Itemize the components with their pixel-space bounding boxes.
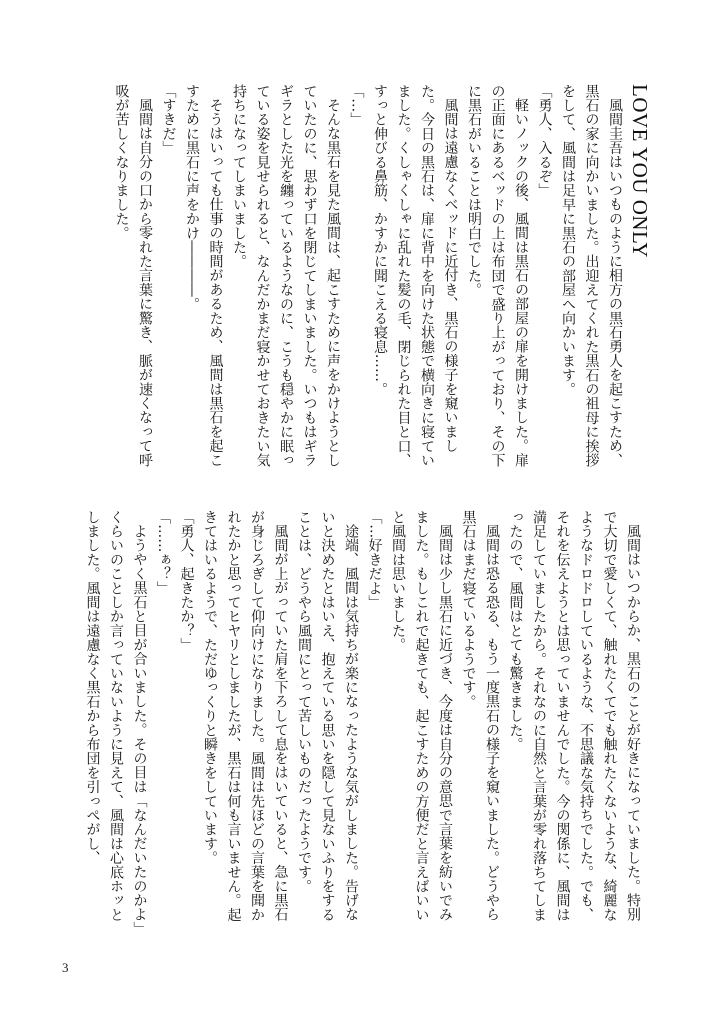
dialogue-line: 「…」 bbox=[348, 84, 365, 127]
dialogue-line: 「……ぁ？」 bbox=[155, 510, 171, 596]
dialogue-line: 「勇人、入るぞ」 bbox=[536, 84, 553, 198]
paragraph: 風間が上がっていた肩を下ろして息をはいていると、急に黒石が身じろぎして仰向けになりました。風間は先ほどの言葉を聞かれたかと思ってヒヤリとしましたが、黒石は何も言いません。起きてはいるようで、ただゆっくりと瞬きをしています。 bbox=[202, 510, 289, 922]
dialogue-line: 「勇人、起きたか？」 bbox=[178, 510, 195, 652]
lower-text-block bbox=[64, 510, 644, 930]
dialogue-line: 「…好きだよ」 bbox=[366, 510, 383, 610]
paragraph: 風間は少し黒石に近づき、今度は自分の意思で言葉を紡いでみました。もしこれで起きても、起こすための方便だと言えばいいと風間は思いました。 bbox=[390, 510, 453, 922]
paragraph: 途端、風間は気持ちが楽になったような気がしました。告げないと決めたとはいえ、抱えている思いを隠して見ないふりをすることは、どうやら風間にとって苦しいものだったようです。 bbox=[296, 510, 359, 922]
paragraph: 風間は恐る恐る、もう一度黒石の様子を窺いました。どうやら黒石はまだ寝ているようです。 bbox=[460, 510, 500, 922]
paragraph: 風間はいつからか、黒石のことが好きになっていました。特別で大切で愛しくて、触れたくてでも触れたくないような、綺麗なようなドロドロしているような、不思議な気持ちでした。でも、それを伝えようとは思っていませんでした。今の関係に、風間は満足していましたから。それなのに自然と言葉が零れ落ちてしまったので、風間はとても驚きました。 bbox=[507, 510, 641, 922]
paragraph: 風間圭吾はいつものように相方の黒石勇人を起こすため、黒石の家に向かいました。出迎えてくれた黒石の祖母に挨拶をして、風間は足早に黒石の部屋へ向かいます。 bbox=[560, 84, 623, 468]
paragraph: ようやく黒石と目が合いました。その目は「なんだいたのかよ」くらいのことしか言っていないように見えて、風間は心底ホッとしました。風間は遠慮なく黒石から布団を引っぺがし、 bbox=[84, 510, 148, 929]
paragraph: 風間は自分の口から零れた言葉に驚き、脈が速くなって呼吸が苦しくなりました。 bbox=[113, 84, 153, 468]
paragraph: 風間は遠慮なくベッドに近付き、黒石の様子を窺いました。今日の黒石は、扉に背中を向けた状態で横向きに寝ていました。くしゃくしゃに乱れた髪の毛、閉じられた目と口、すっと伸びる鼻筋、かすかに聞こえる寝息……。 bbox=[372, 84, 459, 468]
paragraph: そうはいっても仕事の時間があるため、風間は黒石を起こすために黒石に声をかけ――――。 bbox=[184, 84, 224, 468]
story-title: LOVE YOU ONLY bbox=[628, 84, 652, 258]
paragraph: 軽いノックの後、風間は黒石の部屋の扉を開けました。扉の正面にあるベッドの上は布団で盛り上がっており、その下に黒石がいることは明白でした。 bbox=[466, 84, 529, 468]
upper-text-block bbox=[64, 84, 654, 474]
page-number: 3 bbox=[62, 960, 69, 975]
dialogue-line: 「すきだ」 bbox=[160, 84, 177, 155]
paragraph: そんな黒石を見た風間は、起こすために声をかけようとしていたのに、思わず口を閉じてしまいました。いつもはギラギラとした光を纏っているようなのに、こうも穏やかに眠っている姿を見せられると、なんだかまだ寝かせておきたい気持ちになってしまいました。 bbox=[231, 84, 341, 468]
